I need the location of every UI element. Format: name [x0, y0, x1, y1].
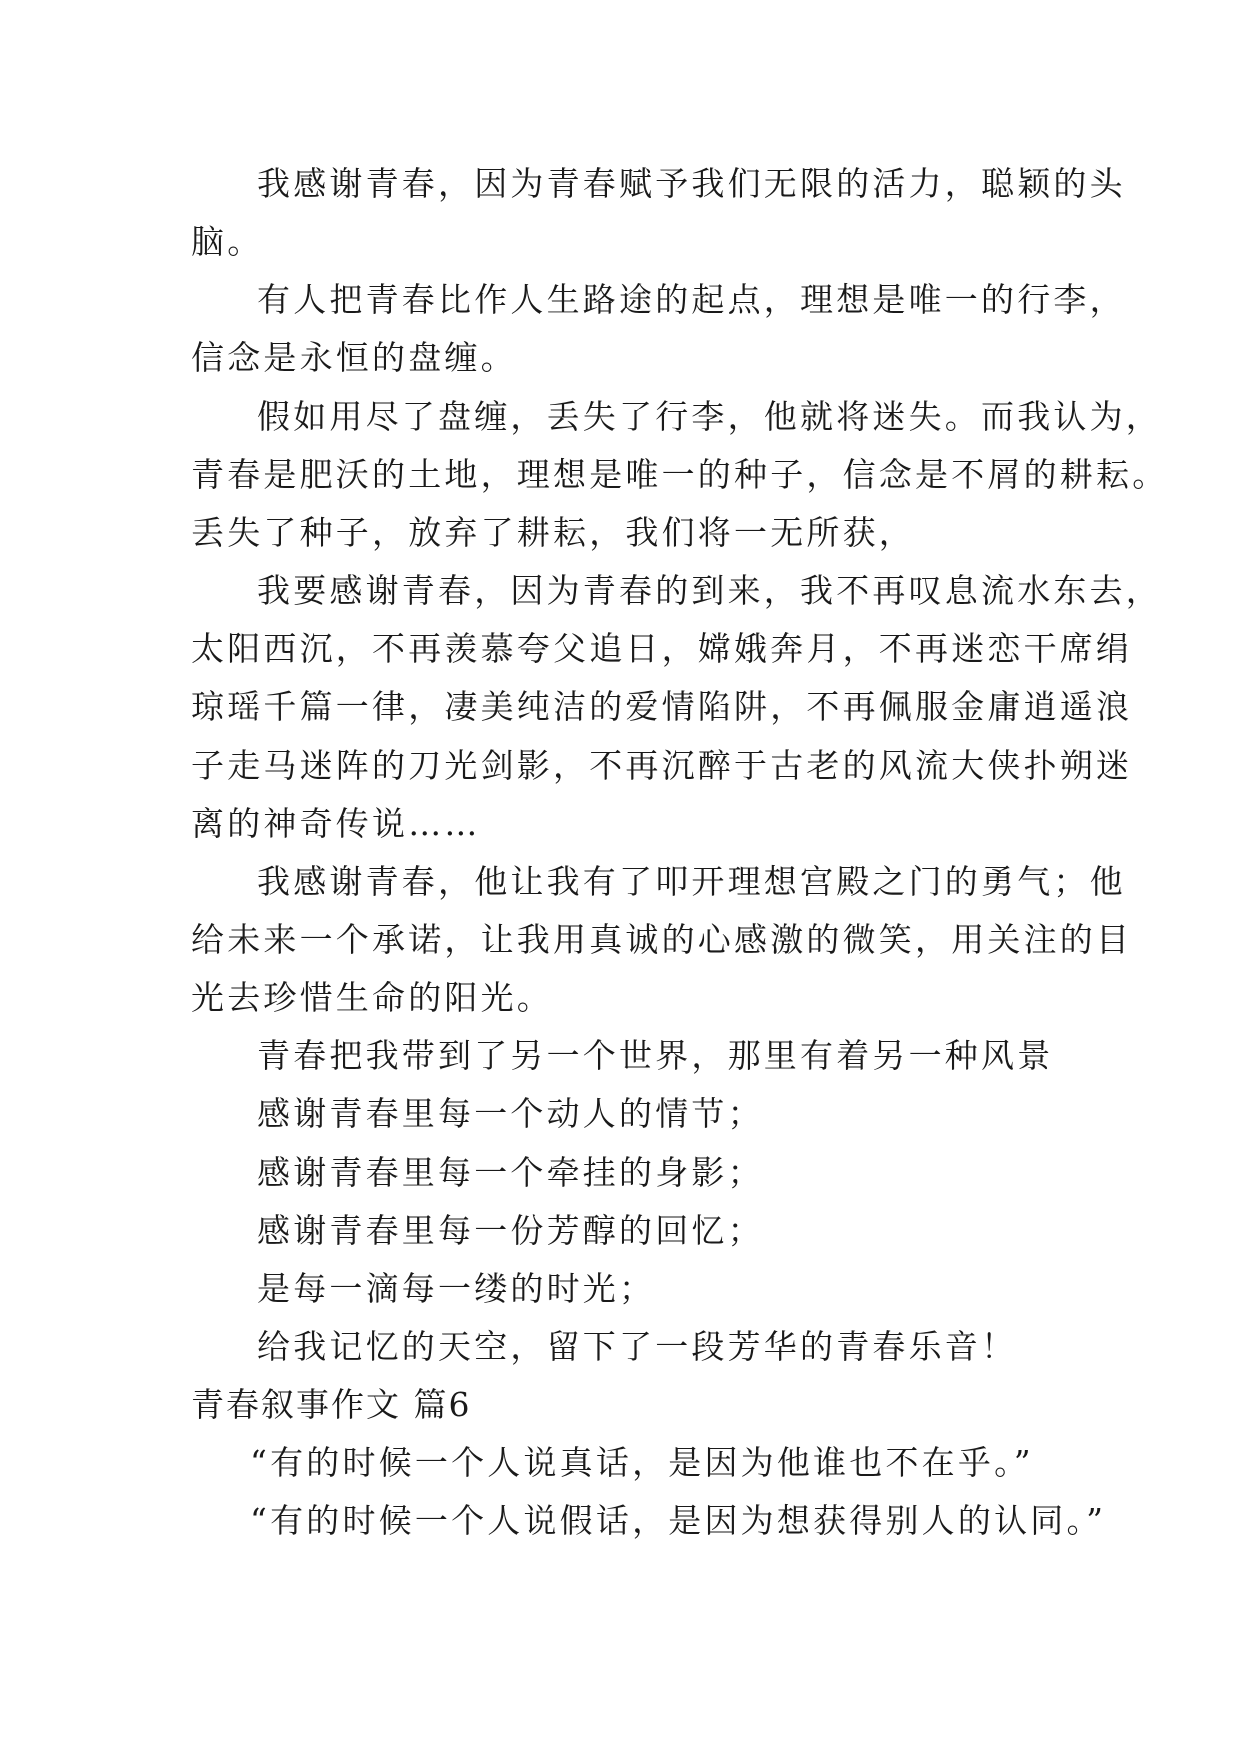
paragraph-line: 感谢青春里每一个牵挂的身影；	[257, 1153, 764, 1192]
paragraph-line: 假如用尽了盘缠，丢失了行李，他就将迷失。而我认为，	[257, 397, 1162, 436]
paragraph-line: 给我记忆的天空，留下了一段芳华的青春乐音！	[257, 1327, 1018, 1366]
paragraph-line: 青春把我带到了另一个世界，那里有着另一种风景	[257, 1036, 1054, 1075]
quote-line: “有的时候一个人说假话，是因为想获得别人的认同。”	[250, 1501, 1107, 1540]
paragraph-line: 我要感谢青春，因为青春的到来，我不再叹息流水东去，	[257, 571, 1162, 610]
paragraph-line: 我感谢青春，他让我有了叩开理想宫殿之门的勇气；他	[257, 862, 1126, 901]
paragraph-line: 是每一滴每一缕的时光；	[257, 1269, 656, 1308]
paragraph-line: 我感谢青春，因为青春赋予我们无限的活力，聪颖的头	[257, 164, 1126, 203]
paragraph-line: 脑。	[191, 222, 264, 261]
paragraph-line: 有人把青春比作人生路途的起点，理想是唯一的行李，	[257, 280, 1126, 319]
paragraph-line: 感谢青春里每一份芳醇的回忆；	[257, 1211, 764, 1250]
paragraph-line: 给未来一个承诺，让我用真诚的心感激的微笑，用关注的目	[191, 920, 1133, 959]
paragraph-line: 琼瑶千篇一律，凄美纯洁的爱情陷阱，不再佩服金庸逍遥浪	[191, 687, 1133, 726]
paragraph-line: 青春是肥沃的土地，理想是唯一的种子，信念是不屑的耕耘。	[191, 455, 1169, 494]
section-heading: 青春叙事作文 篇6	[191, 1385, 472, 1424]
paragraph-line: 子走马迷阵的刀光剑影，不再沉醉于古老的风流大侠扑朔迷	[191, 746, 1133, 785]
quote-line: “有的时候一个人说真话，是因为他谁也不在乎。”	[250, 1443, 1034, 1482]
paragraph-line: 信念是永恒的盘缠。	[191, 338, 517, 377]
paragraph-line: 太阳西沉，不再羡慕夸父追日，嫦娥奔月，不再迷恋干席绢	[191, 629, 1133, 668]
paragraph-line: 丢失了种子，放弃了耕耘，我们将一无所获，	[191, 513, 915, 552]
paragraph-line: 离的神奇传说……	[191, 804, 481, 843]
paragraph-line: 感谢青春里每一个动人的情节；	[257, 1094, 764, 1133]
paragraph-line: 光去珍惜生命的阳光。	[191, 978, 553, 1017]
